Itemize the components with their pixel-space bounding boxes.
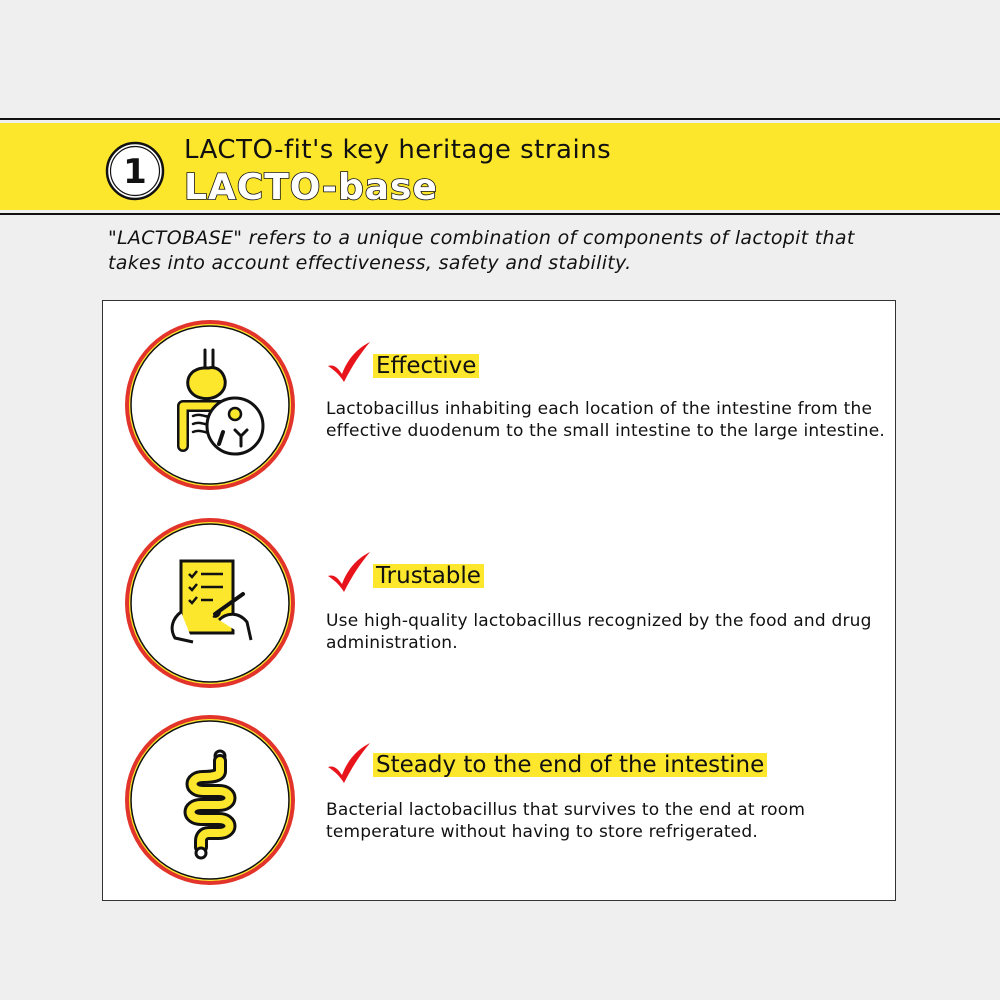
header-subtitle: LACTO-fit's key heritage strains — [184, 135, 612, 165]
feature-description: Use high-quality lactobacillus recognized by the food and drug administration. — [326, 611, 872, 653]
feature-title: Trustable — [373, 562, 484, 590]
header-yellow-strip — [0, 123, 1000, 210]
features-card — [102, 300, 896, 901]
feature-item-effective — [103, 318, 897, 498]
feature-description: Lactobacillus inhabiting each location of the intestine from the effective duodenum to the small intestine to the large intestine. — [326, 399, 886, 441]
checkmark-icon — [326, 550, 372, 594]
checkmark-icon — [326, 741, 372, 785]
feature-title: Effective — [373, 352, 479, 380]
intestine-icon — [123, 713, 297, 887]
header-bottom-rule — [0, 213, 1000, 215]
feature-title: Steady to the end of the intestine — [373, 751, 767, 779]
header-top-rule — [0, 118, 1000, 120]
feature-description: Bacterial lactobacillus that survives to the end at room temperature without having to store refrigerated. — [326, 800, 806, 842]
digestive-system-icon — [123, 318, 297, 492]
intro-text: "LACTOBASE" refers to a unique combination of components of lactopit that takes into account effectiveness, safety and stability. — [108, 227, 855, 274]
feature-item-trustable — [103, 516, 897, 696]
feature-item-steady — [103, 713, 897, 893]
page-title: LACTO-base — [184, 167, 438, 208]
number-badge-text: 1 — [123, 152, 147, 192]
document-sign-icon — [123, 516, 297, 690]
checkmark-icon — [326, 340, 372, 384]
number-badge-icon — [105, 141, 165, 201]
header-band — [0, 118, 1000, 216]
